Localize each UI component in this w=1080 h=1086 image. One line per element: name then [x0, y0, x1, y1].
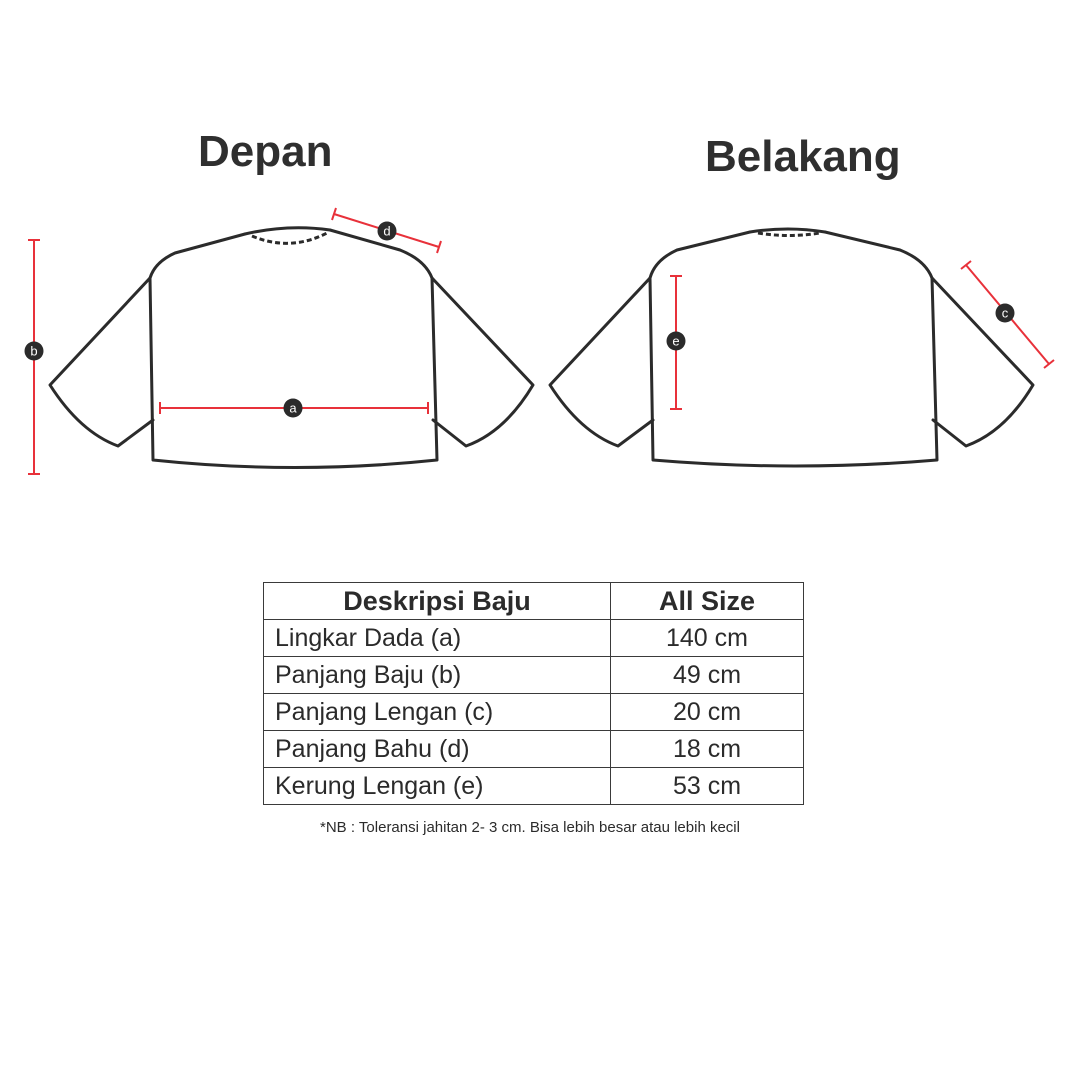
back-neckline-stitch [758, 233, 820, 236]
measurement-value: 49 cm [611, 657, 804, 694]
svg-text:c: c [1001, 305, 1009, 321]
back-view-title: Belakang [705, 132, 901, 181]
marker-b [25, 342, 44, 361]
marker-d [378, 222, 397, 241]
measurement-value: 53 cm [611, 768, 804, 805]
measurement-value: 18 cm [611, 731, 804, 768]
size-table [263, 582, 804, 805]
back-shirt-outline [550, 229, 1033, 466]
svg-text:a: a [289, 400, 297, 416]
front-shirt-outline [50, 228, 533, 468]
table-header-row [264, 583, 804, 620]
marker-a [284, 399, 303, 418]
measurement-value: 20 cm [611, 694, 804, 731]
garment-diagram [0, 0, 1080, 520]
table-row [264, 731, 804, 768]
marker-c [996, 304, 1015, 323]
column-header-size: All Size [611, 583, 804, 620]
column-header-description: Deskripsi Baju [264, 583, 611, 620]
measurement-label: Panjang Lengan (c) [264, 694, 611, 731]
svg-text:b: b [30, 343, 38, 359]
table-row [264, 768, 804, 805]
tolerance-note: *NB : Toleransi jahitan 2- 3 cm. Bisa lebih besar atau lebih kecil [320, 819, 740, 836]
measurement-label: Lingkar Dada (a) [264, 620, 611, 657]
svg-text:d: d [383, 223, 391, 239]
front-neckline-stitch [252, 233, 327, 243]
table-row [264, 657, 804, 694]
measurement-label: Panjang Bahu (d) [264, 731, 611, 768]
svg-text:e: e [672, 333, 680, 349]
table-row [264, 620, 804, 657]
marker-e [667, 332, 686, 351]
measurement-value: 140 cm [611, 620, 804, 657]
measurement-label: Panjang Baju (b) [264, 657, 611, 694]
table-row [264, 694, 804, 731]
measurement-label: Kerung Lengan (e) [264, 768, 611, 805]
front-view-title: Depan [198, 127, 333, 176]
